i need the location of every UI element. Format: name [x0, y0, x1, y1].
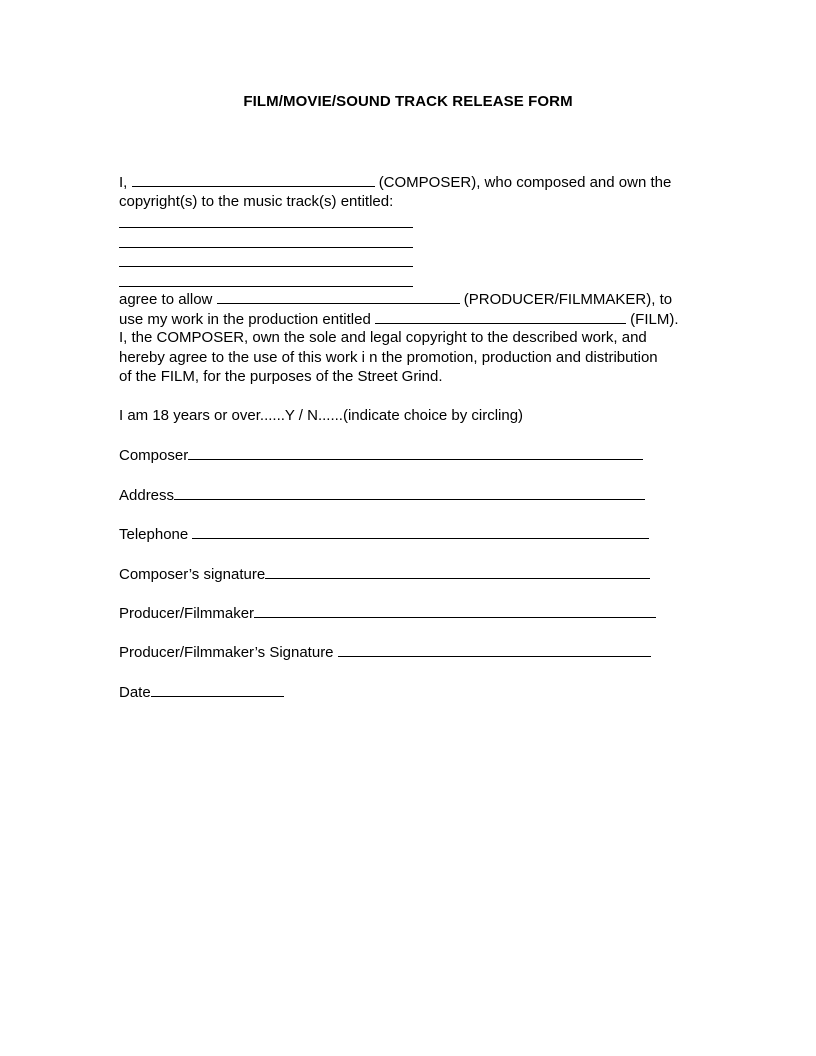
agree-line	[119, 289, 672, 308]
track-title-blank-4[interactable]	[119, 286, 413, 287]
address-label: Address	[119, 487, 175, 504]
date-blank[interactable]	[151, 682, 284, 697]
producer-signature-blank[interactable]	[338, 642, 651, 657]
agree-prefix: agree to allow	[119, 291, 213, 308]
composer-intro-line	[119, 172, 671, 191]
address-blank[interactable]	[174, 485, 645, 500]
film-purpose-line: of the FILM, for the purposes of the Street Grind.	[119, 368, 443, 385]
copyright-line: copyright(s) to the music track(s) entitled:	[119, 193, 394, 210]
telephone-field	[119, 524, 649, 543]
producer-name-blank[interactable]	[217, 289, 460, 304]
film-title-blank[interactable]	[375, 309, 626, 324]
track-title-blank-2[interactable]	[119, 247, 413, 248]
producer-signature-field	[119, 642, 651, 661]
producer-blank[interactable]	[254, 603, 656, 618]
use-line	[119, 309, 678, 328]
age-statement: I am 18 years or over......Y / N......(indicate choice by circling)	[119, 407, 524, 424]
hereby-agree-line: hereby agree to the use of this work i n the promotion, production and distribution	[119, 349, 658, 366]
use-suffix: (FILM).	[630, 311, 679, 328]
composer-label: Composer	[119, 447, 189, 464]
producer-signature-label: Producer/Filmmaker’s Signature	[119, 644, 334, 661]
composer-field	[119, 445, 643, 464]
track-title-blank-3[interactable]	[119, 266, 413, 267]
date-field	[119, 682, 284, 701]
composer-signature-field	[119, 564, 650, 583]
composer-signature-blank[interactable]	[265, 564, 650, 579]
date-label: Date	[119, 684, 151, 701]
producer-label: Producer/Filmmaker	[119, 605, 255, 622]
telephone-blank[interactable]	[192, 524, 649, 539]
agree-suffix: (PRODUCER/FILMMAKER), to	[463, 291, 673, 308]
composer-blank[interactable]	[188, 445, 643, 460]
intro-prefix: I,	[119, 174, 128, 191]
sole-copyright-line: I, the COMPOSER, own the sole and legal copyright to the described work, and	[119, 329, 647, 346]
form-title: FILM/MOVIE/SOUND TRACK RELEASE FORM	[243, 93, 573, 110]
producer-field	[119, 603, 656, 622]
composer-signature-label: Composer’s signature	[119, 566, 266, 583]
telephone-label: Telephone	[119, 526, 189, 543]
composer-name-blank[interactable]	[132, 172, 375, 187]
intro-suffix: (COMPOSER), who composed and own the	[378, 174, 672, 191]
address-field	[119, 485, 645, 504]
use-prefix: use my work in the production entitled	[119, 311, 371, 328]
track-title-blank-1[interactable]	[119, 227, 413, 228]
